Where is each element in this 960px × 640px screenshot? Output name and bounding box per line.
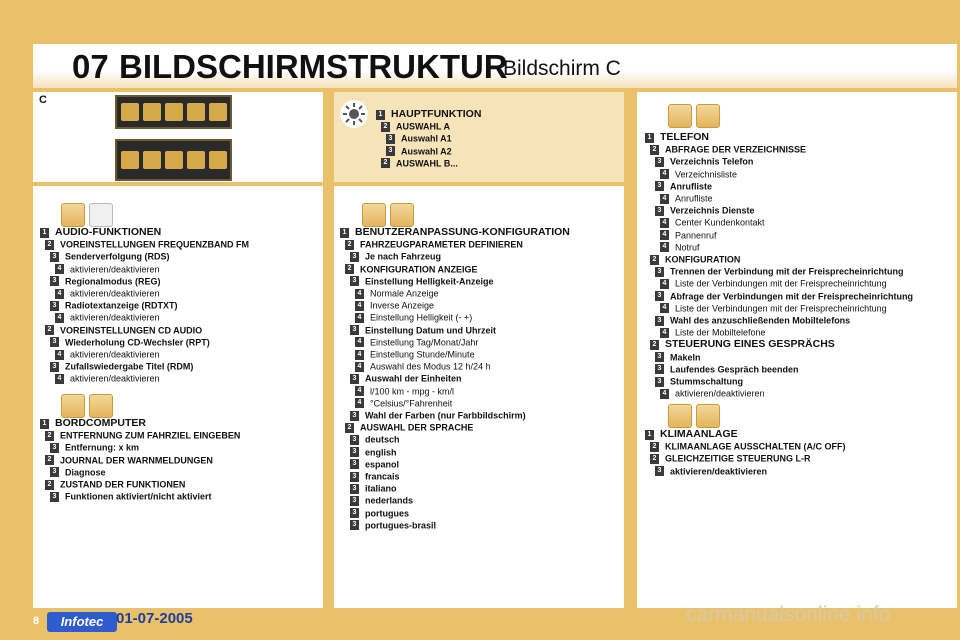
level-badge: 4 [660,389,669,399]
menu-row-label: deutsch [365,435,400,446]
level-badge: 4 [55,374,64,384]
menu-row-level-3 [655,290,913,303]
menu-row-label: KONFIGURATION ANZEIGE [360,264,478,275]
menu-row-label: aktivieren/deaktivieren [675,388,765,399]
menu-row-level-2 [345,263,478,276]
menu-row-label: portugues [365,508,409,519]
menu-row-level-3 [655,204,755,217]
menu-row-level-4 [660,302,887,315]
cd-icon [89,203,113,227]
menu-row-level-4 [355,360,491,373]
level-badge: 4 [660,279,669,289]
menu-row-label: Trennen der Verbindung mit der Freisprecheinrichtung [670,266,904,277]
level-badge: 3 [350,484,359,494]
level-badge: 2 [650,454,659,464]
menu-row-label: nederlands [365,496,414,507]
menu-row-label: AUSWAHL A [396,121,450,132]
menu-row-label: Je nach Fahrzeug [365,252,442,263]
level-badge: 3 [655,466,664,476]
menu-row-label: Center Kundenkontakt [675,218,765,229]
level-badge: 3 [50,337,59,347]
level-badge: 4 [355,337,364,347]
page-number: 8 [33,615,40,627]
menu-row-level-4 [660,192,713,205]
menu-row-label: Einstellung Helligkeit-Anzeige [365,276,494,287]
menu-row-label: Laufendes Gespräch beenden [670,364,799,375]
phone-icon [668,104,692,128]
menu-row-level-3 [350,470,400,483]
phone-icon [187,103,205,121]
level-badge: 3 [50,467,59,477]
level-badge: 3 [655,364,664,374]
chapter-number: 07 [72,48,109,85]
settings-icon [362,203,386,227]
menu-row-level-3 [350,433,400,446]
level-badge: 1 [340,228,349,238]
menu-row-level-4 [55,263,160,276]
level-badge: 2 [45,240,54,250]
level-badge: 3 [655,157,664,167]
menu-row-label: JOURNAL DER WARNMELDUNGEN [60,455,213,466]
menu-row-label: Pannenruf [675,230,717,241]
menu-row-level-3 [350,458,399,471]
menu-row-level-4 [660,168,737,181]
level-badge: 4 [355,362,364,372]
menu-row-level-2 [345,238,523,251]
level-badge: 1 [40,419,49,429]
menu-row-level-3 [655,351,701,364]
radio-icon [121,103,139,121]
menu-row-level-2 [45,454,213,467]
screen-preview-bottom [115,139,232,181]
menu-row-label: HAUPTFUNKTION [391,108,482,120]
menu-row-level-2 [45,478,185,491]
menu-row-level-3 [50,275,161,288]
menu-row-label: espanol [365,459,400,470]
level-badge: 4 [660,242,669,252]
configuration-icon [390,203,414,227]
level-badge: 4 [660,169,669,179]
level-badge: 4 [355,313,364,323]
menu-row-label: TELEFON [660,131,709,143]
level-badge: 2 [345,423,354,433]
menu-row-label: portugues-brasil [365,520,437,531]
menu-row-label: Notruf [675,242,700,253]
mobile-phone-icon [696,104,720,128]
level-badge: 2 [381,158,390,168]
level-badge: 2 [45,325,54,335]
menu-row-label: aktivieren/deaktivieren [670,466,768,477]
menu-row-label: ABFRAGE DER VERZEICHNISSE [665,144,807,155]
menu-row-label: ZUSTAND DER FUNKTIONEN [60,479,186,490]
menu-row-label: Zufallswiedergabe Titel (RDM) [65,361,194,372]
menu-row-label: Normale Anzeige [370,288,439,299]
level-badge: 3 [350,472,359,482]
menu-row-level-4 [660,216,765,229]
level-badge: 4 [55,350,64,360]
menu-row-label: °Celsius/°Fahrenheit [370,398,453,409]
menu-row-label: AUSWAHL B... [396,158,458,169]
menu-row-label: KLIMAANLAGE [660,428,738,440]
level-badge: 4 [660,194,669,204]
menu-row-level-4 [660,229,717,242]
level-badge: 2 [45,431,54,441]
menu-row-label: aktivieren/deaktivieren [70,264,160,275]
menu-row-level-4 [55,348,160,361]
menu-row-level-4 [355,311,472,324]
menu-row-level-2 [381,120,450,133]
menu-row-label: ENTFERNUNG ZUM FAHRZIEL EINGEBEN [60,430,241,441]
menu-row-label: KLIMAANLAGE AUSSCHALTEN (A/C OFF) [665,441,846,452]
menu-row-label: l/100 km - mpg - km/l [370,386,455,397]
level-badge: 3 [50,492,59,502]
menu-row-label: GLEICHZEITIGE STEUERUNG L-R [665,454,811,465]
phone-icon [187,151,205,169]
menu-row-label: Auswahl der Einheiten [365,374,462,385]
menu-row-level-3 [655,180,712,193]
settings-icon [165,103,183,121]
level-badge: 3 [350,252,359,262]
level-badge: 4 [55,313,64,323]
level-badge: 4 [55,289,64,299]
menu-row-label: VOREINSTELLUNGEN FREQUENZBAND FM [60,239,249,250]
menu-row-label: AUSWAHL DER SPRACHE [360,422,474,433]
level-badge: 3 [350,276,359,286]
menu-row-level-2 [381,157,458,170]
level-badge: 3 [350,374,359,384]
menu-row-label: Verzeichnisliste [675,169,738,180]
fan-icon [696,404,720,428]
level-badge: 3 [655,352,664,362]
menu-row-level-4 [660,387,765,400]
menu-row-level-4 [355,287,439,300]
fuel-icon [143,151,161,169]
menu-row-level-3 [350,446,397,459]
menu-row-label: VOREINSTELLUNGEN CD AUDIO [60,325,203,336]
level-badge: 1 [645,430,654,440]
menu-row-level-3 [50,360,193,373]
menu-row-level-2 [45,238,249,251]
fuel-icon [143,103,161,121]
menu-row-level-4 [660,241,700,254]
watermark: carmanualsonline.info [686,603,891,626]
level-badge: 3 [655,316,664,326]
menu-row-level-3 [50,250,170,263]
menu-row-label: Anrufliste [675,193,713,204]
level-badge: 4 [660,303,669,313]
menu-row-label: BORDCOMPUTER [55,417,146,429]
menu-row-label: Inverse Anzeige [370,300,435,311]
climate-icon [209,103,227,121]
menu-row-level-4 [660,326,766,339]
menu-row-label: Entfernung: x km [65,443,140,454]
menu-row-level-4 [55,372,160,385]
menu-row-level-3 [350,324,496,337]
menu-row-label: aktivieren/deaktivieren [70,313,160,324]
menu-row-level-3 [350,494,413,507]
menu-row-label: Wahl der Farben (nur Farbbildschirm) [365,410,526,421]
level-badge: 4 [355,289,364,299]
menu-row-level-3 [655,465,767,478]
level-badge: 3 [350,496,359,506]
menu-row-label: aktivieren/deaktivieren [70,374,160,385]
menu-row-level-3 [350,372,462,385]
level-badge: 3 [655,291,664,301]
menu-row-level-4 [355,336,478,349]
menu-row-label: aktivieren/deaktivieren [70,349,160,360]
menu-row-level-4 [355,348,475,361]
menu-row-label: Verzeichnis Dienste [670,205,755,216]
menu-row-level-3 [350,482,397,495]
menu-row-label: english [365,447,397,458]
level-badge: 2 [650,145,659,155]
menu-row-label: francais [365,471,400,482]
menu-row-label: Auswahl des Modus 12 h/24 h [370,361,491,372]
level-badge: 3 [386,146,395,156]
radio-icon [121,151,139,169]
level-badge: 2 [45,455,54,465]
climate-icon [668,404,692,428]
menu-row-level-3 [655,265,904,278]
menu-row-level-2 [45,429,240,442]
level-badge: 1 [376,110,385,120]
menu-row-level-4 [355,299,434,312]
menu-row-label: Liste der Verbindungen mit der Freisprecheinrichtung [675,303,887,314]
menu-row-level-2 [45,324,202,337]
level-badge: 1 [645,133,654,143]
menu-row-level-4 [55,287,160,300]
menu-row-label: Radiotextanzeige (RDTXT) [65,300,178,311]
level-badge: 3 [350,447,359,457]
menu-row-level-2 [650,253,740,266]
menu-row-level-3 [50,466,106,479]
level-badge: 4 [355,398,364,408]
menu-row-label: italiano [365,483,397,494]
menu-row-label: BENUTZERANPASSUNG-KONFIGURATION [355,226,570,238]
level-badge: 3 [50,252,59,262]
level-badge: 3 [386,134,395,144]
level-badge: 1 [40,228,49,238]
menu-row-level-4 [355,385,454,398]
settings-icon [165,151,183,169]
infotec-logo: Infotec [47,612,117,632]
menu-row-label: Wahl des anzuschließenden Mobiltelefons [670,315,851,326]
menu-row-label: Regionalmodus (REG) [65,276,161,287]
radio-icon [61,203,85,227]
fuel-icon [61,394,85,418]
menu-row-label: Auswahl A2 [401,146,452,157]
menu-row-label: Einstellung Tag/Monat/Jahr [370,337,479,348]
hauptfunktion-panel [334,92,624,182]
menu-row-label: aktivieren/deaktivieren [70,288,160,299]
climate-icon [209,151,227,169]
menu-row-level-3 [655,314,850,327]
level-badge: 2 [650,442,659,452]
menu-row-label: Senderverfolgung (RDS) [65,252,170,263]
menu-row-level-3 [655,375,743,388]
menu-row-label: Liste der Mobiltelefone [675,327,766,338]
menu-row-level-2 [650,440,845,453]
level-badge: 4 [355,301,364,311]
menu-row-level-3 [386,132,452,145]
menu-row-label: Einstellung Datum und Uhrzeit [365,325,497,336]
level-badge: 2 [381,122,390,132]
menu-row-label: Diagnose [65,467,106,478]
level-badge: 3 [350,325,359,335]
page-subtitle: Bildschirm C [503,57,621,80]
menu-row-level-4 [55,311,160,324]
menu-row-label: Anrufliste [670,181,713,192]
menu-row-label: STEUERUNG EINES GESPRÄCHS [665,338,835,351]
menu-row-level-2 [650,452,811,465]
level-badge: 3 [655,377,664,387]
level-badge: 4 [660,218,669,228]
menu-row-level-3 [386,145,452,158]
menu-row-label: AUDIO-FUNKTIONEN [55,226,162,238]
menu-row-level-4 [355,397,452,410]
level-badge: 3 [350,459,359,469]
menu-row-label: Abfrage der Verbindungen mit der Freisprecheinrichtung [670,291,914,302]
menu-row-label: KONFIGURATION [665,254,741,265]
menu-row-level-3 [350,250,441,263]
level-badge: 3 [350,435,359,445]
menu-row-level-2 [345,421,473,434]
menu-row-label: Makeln [670,352,701,363]
menu-row-level-3 [350,507,409,520]
level-badge: 2 [650,255,659,265]
level-badge: 3 [50,362,59,372]
level-badge: 3 [350,520,359,530]
level-badge: 3 [350,411,359,421]
level-badge: 4 [355,386,364,396]
menu-row-level-3 [50,490,212,503]
menu-row-level-3 [655,155,753,168]
menu-row-level-3 [50,441,139,454]
menu-row-level-3 [350,519,436,532]
screen-label: C [39,94,47,106]
menu-row-label: Liste der Verbindungen mit der Freisprecheinrichtung [675,279,887,290]
menu-row-label: Einstellung Stunde/Minute [370,349,475,360]
level-badge: 2 [650,340,659,350]
menu-row-level-4 [660,277,887,290]
menu-row-label: Wiederholung CD-Wechsler (RPT) [65,337,210,348]
menu-row-label: Auswahl A1 [401,134,452,145]
menu-row-level-3 [50,336,210,349]
level-badge: 3 [350,508,359,518]
level-badge: 3 [655,206,664,216]
level-badge: 3 [50,443,59,453]
level-badge: 3 [50,276,59,286]
menu-row-level-3 [350,275,494,288]
menu-row-label: Verzeichnis Telefon [670,157,754,168]
menu-row-level-2 [650,143,806,156]
page-title: BILDSCHIRMSTRUKTUR [119,48,508,85]
level-badge: 4 [660,328,669,338]
level-badge: 3 [50,301,59,311]
level-badge: 3 [655,267,664,277]
level-badge: 2 [45,480,54,490]
publication-date: 01-07-2005 [116,610,193,627]
menu-row-label: FAHRZEUGPARAMETER DEFINIEREN [360,239,523,250]
level-badge: 2 [345,240,354,250]
level-badge: 3 [655,181,664,191]
trip-computer-icon [89,394,113,418]
menu-row-label: Einstellung Helligkeit (- +) [370,313,473,324]
menu-row-level-3 [50,299,178,312]
level-badge: 4 [660,230,669,240]
menu-row-level-3 [655,363,799,376]
screen-preview-top [115,95,232,129]
menu-row-label: Stummschaltung [670,376,744,387]
menu-row-level-3 [350,409,526,422]
level-badge: 4 [55,264,64,274]
level-badge: 4 [355,350,364,360]
brightness-icon [340,100,368,128]
menu-row-label: Funktionen aktiviert/nicht aktiviert [65,491,212,502]
level-badge: 2 [345,264,354,274]
